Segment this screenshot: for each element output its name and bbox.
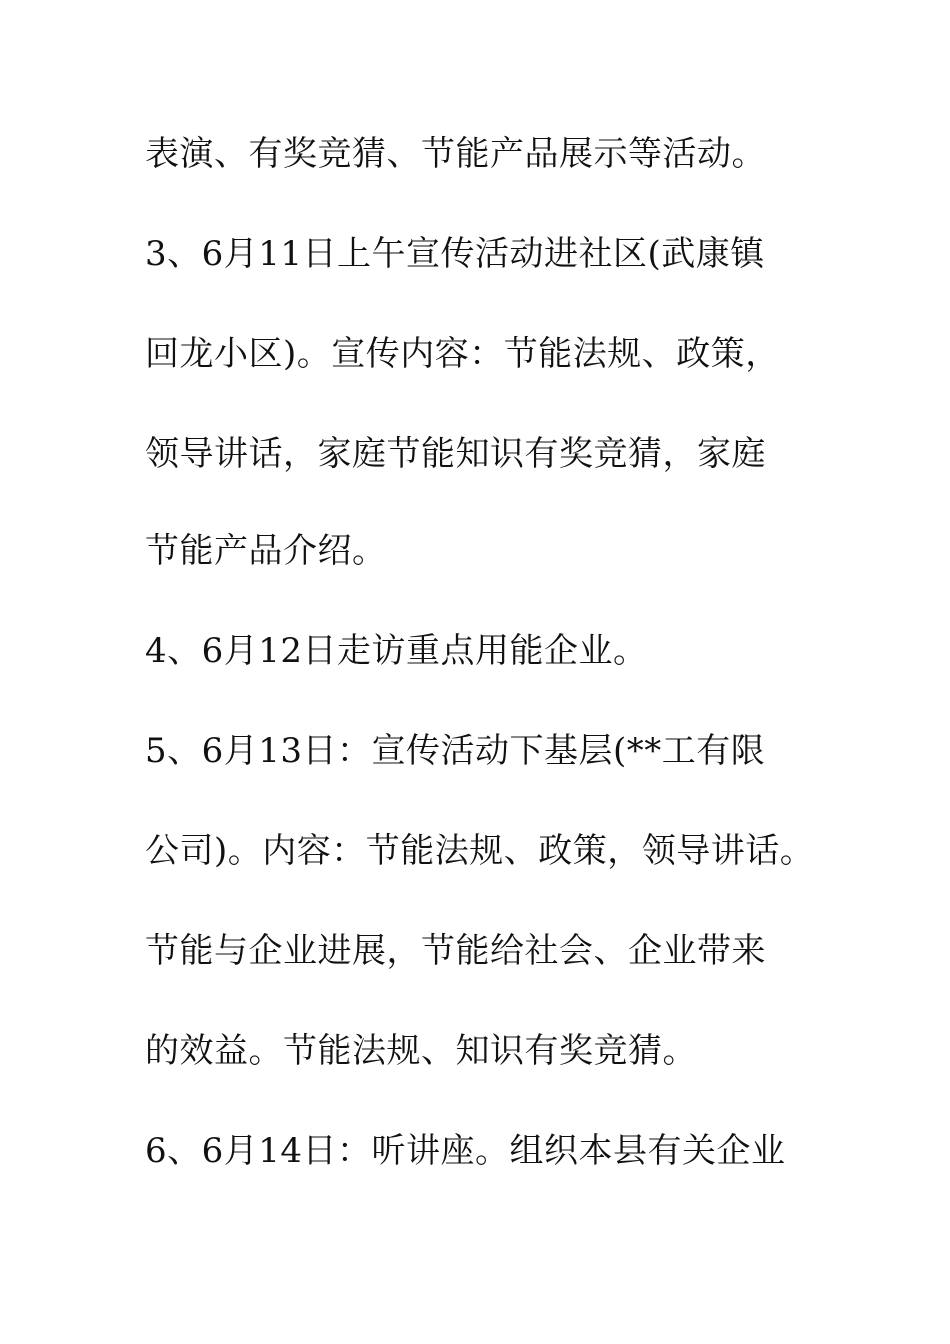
text-line: 公司)。内容：节能法规、政策，领导讲话。 xyxy=(145,831,815,871)
text-line: 的效益。节能法规、知识有奖竞猜。 xyxy=(145,1031,697,1071)
text-line: 6、6月14日：听讲座。组织本县有关企业 xyxy=(145,1131,786,1171)
text-line: 节能产品介绍。 xyxy=(145,531,387,571)
text-line: 表演、有奖竞猜、节能产品展示等活动。 xyxy=(145,134,766,174)
text-line: 回龙小区)。宣传内容：节能法规、政策， xyxy=(145,334,780,374)
text-line: 节能与企业进展，节能给社会、企业带来 xyxy=(145,931,766,971)
text-line: 领导讲话，家庭节能知识有奖竞猜，家庭 xyxy=(145,434,766,474)
text-line: 5、6月13日：宣传活动下基层(**工有限 xyxy=(145,731,766,771)
text-line: 3、6月11日上午宣传活动进社区(武康镇 xyxy=(145,234,765,274)
text-line: 4、6月12日走访重点用能企业。 xyxy=(145,631,648,671)
